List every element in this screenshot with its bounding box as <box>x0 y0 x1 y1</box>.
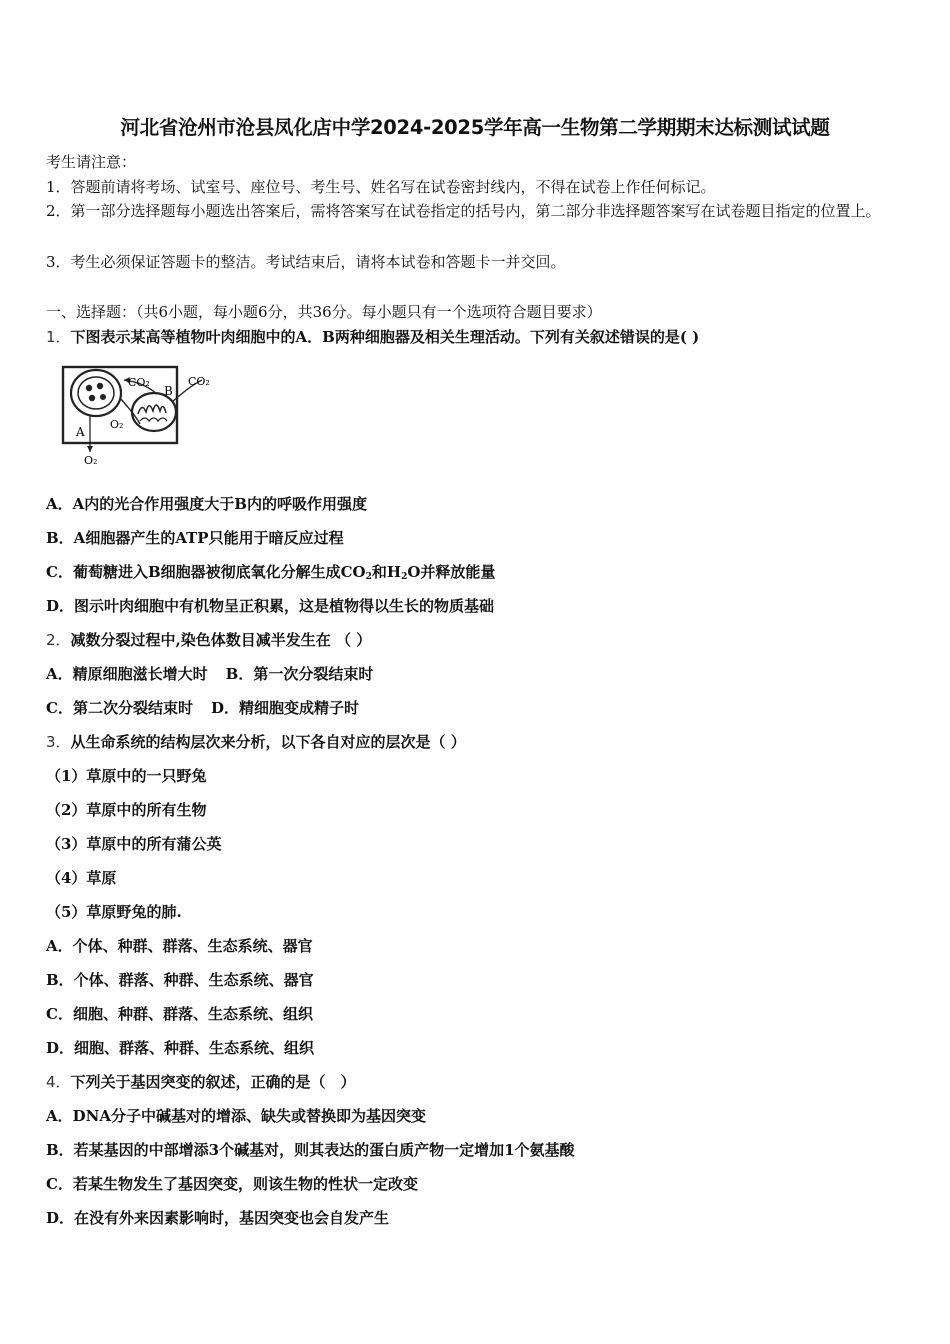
question-3 <box>46 732 466 752</box>
q2-option-c[interactable]: C．第二次分裂结束时 <box>46 699 193 717</box>
organelle-diagram <box>52 358 222 470</box>
question-number: 4． <box>46 1073 71 1091</box>
notice-heading: 考生请注意： <box>46 153 137 171</box>
co2-label: CO₂ <box>128 376 150 389</box>
section-heading: 一、选择题：（共6小题，每小题6分，共36分。每小题只有一个选项符合题目要求） <box>46 303 602 321</box>
q4-option-a[interactable]: A．DNA分子中碱基对的增添、缺失或替换即为基因突变 <box>46 1107 426 1125</box>
q3-option-c[interactable]: C．细胞、种群、群落、生态系统、组织 <box>46 1005 313 1023</box>
q3-option-b[interactable]: B．个体、群落、种群、生态系统、器官 <box>46 971 314 989</box>
o2-label: O₂ <box>110 418 124 431</box>
question-2 <box>46 630 371 650</box>
question-number: 3． <box>46 733 71 751</box>
q1-option-c[interactable]: C．葡萄糖进入B细胞器被彻底氧化分解生成$CO_2$和$H_2O$并释放能量 <box>46 563 496 582</box>
question-stem: 减数分裂过程中,染色体数目减半发生在 （ ） <box>70 631 372 649</box>
question-stem: 从生命系统的结构层次来分析，以下各自对应的层次是（ ） <box>70 733 466 751</box>
notice-item-1: 1．答题前请将考场、试室号、座位号、考生号、姓名写在试卷密封线内，不得在试卷上作任何标记。 <box>46 178 716 196</box>
q4-option-c[interactable]: C．若某生物发生了基因突变，则该生物的性状一定改变 <box>46 1175 418 1193</box>
label-b: B <box>164 384 173 398</box>
question-1 <box>46 327 699 347</box>
q3-item: （1）草原中的一只野兔 <box>46 767 207 785</box>
q3-item: （4）草原 <box>46 869 117 887</box>
q4-option-b[interactable]: B．若某基因的中部增添3个碱基对，则其表达的蛋白质产物一定增加1个氨基酸 <box>46 1141 575 1159</box>
q2-option-a[interactable]: A．精原细胞滋长增大时 <box>46 665 208 683</box>
q3-item: （2）草原中的所有生物 <box>46 801 207 819</box>
question-stem: 下图表示某高等植物叶肉细胞中的A．B两种细胞器及相关生理活动。下列有关叙述错误的是( ) <box>70 328 700 346</box>
question-stem: 下列关于基因突变的叙述，正确的是（ ） <box>70 1073 356 1091</box>
q2-option-b[interactable]: B．第一次分裂结束时 <box>225 665 374 683</box>
q4-option-d[interactable]: D．在没有外来因素影响时，基因突变也会自发产生 <box>46 1209 390 1227</box>
q1-option-a[interactable]: A．A内的光合作用强度大于B内的呼吸作用强度 <box>46 495 367 513</box>
label-a: A <box>76 425 85 439</box>
notice-item-2: 2．第一部分选择题每小题选出答案后，需将答案写在试卷指定的括号内，第二部分非选择题答案写在试卷题目指定的位置上。 <box>46 202 881 220</box>
q3-item: （5）草原野兔的肺. <box>46 903 182 921</box>
q1-option-b[interactable]: B．A细胞器产生的ATP只能用于暗反应过程 <box>46 529 344 547</box>
q2-options-row-1 <box>46 664 373 684</box>
question-number: 1． <box>46 328 71 346</box>
page-title: 河北省沧州市沧县凤化店中学2024-2025学年高一生物第二学期期末达标测试试题 <box>120 116 830 139</box>
co2-label: CO₂ <box>188 375 210 388</box>
notice-item-3: 3．考生必须保证答题卡的整洁。考试结束后，请将本试卷和答题卡一并交回。 <box>46 253 566 271</box>
q2-option-d[interactable]: D．精细胞变成精子时 <box>210 699 359 717</box>
question-number: 2． <box>46 631 71 649</box>
q2-options-row-2 <box>46 698 359 718</box>
q3-item: （3）草原中的所有蒲公英 <box>46 835 222 853</box>
o2-label: O₂ <box>84 454 98 467</box>
q1-option-d[interactable]: D．图示叶肉细胞中有机物呈正积累，这是植物得以生长的物质基础 <box>46 597 495 615</box>
question-4 <box>46 1072 356 1092</box>
q3-option-a[interactable]: A．个体、种群、群落、生态系统、器官 <box>46 937 313 955</box>
q3-option-d[interactable]: D．细胞、群落、种群、生态系统、组织 <box>46 1039 315 1057</box>
